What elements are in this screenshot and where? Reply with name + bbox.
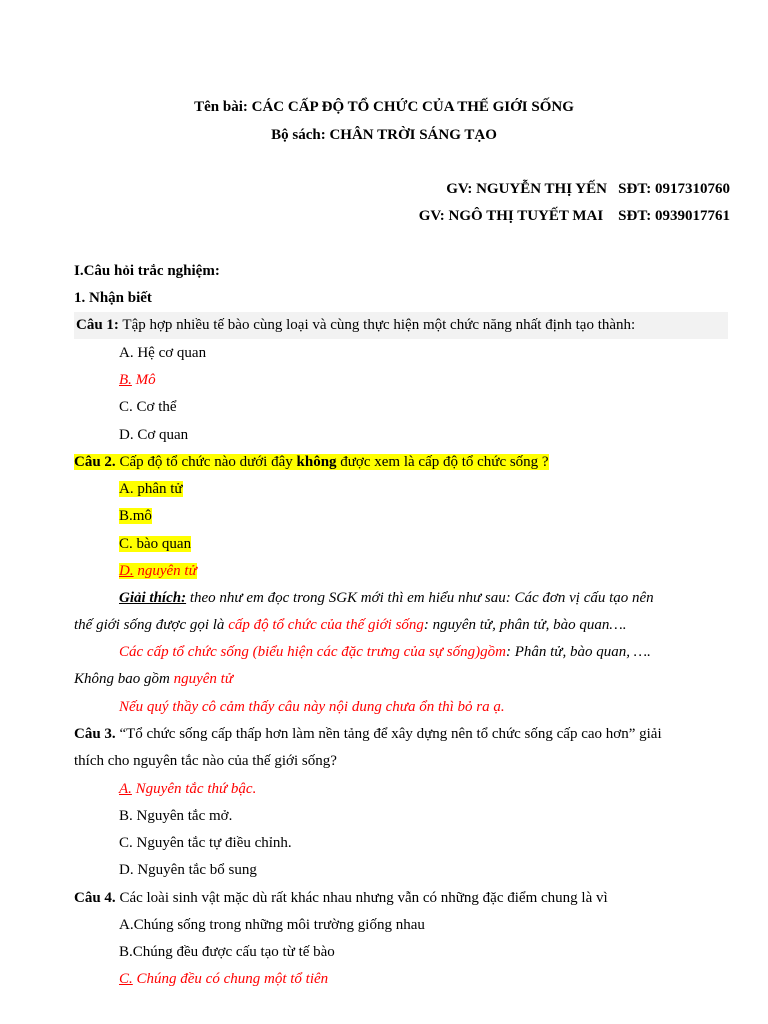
explanation-text-2-pre: thế giới sống được gọi là xyxy=(74,617,229,633)
q4-option-c-letter: C. xyxy=(119,971,133,987)
explanation-note: Nếu quý thầy cô cảm thấy câu này nội dung chưa ổn thì bỏ ra ạ. xyxy=(119,699,505,715)
q1-option-d: D. Cơ quan xyxy=(119,427,189,443)
question-1-label: Câu 1: xyxy=(76,317,119,333)
q3-option-d: D. Nguyên tắc bổ sung xyxy=(119,862,257,878)
question-3-line-2: thích cho nguyên tắc nào của thế giới sống? xyxy=(74,753,337,769)
explanation-text-3-post: : Phân tử, bào quan, …. xyxy=(505,644,651,660)
teacher-1: GV: NGUYỄN THỊ YẾN SĐT: 0917310760 xyxy=(446,181,730,197)
question-4-text: Các loài sinh vật mặc dù rất khác nhau nhưng vẫn có những đặc điểm chung là vì xyxy=(115,890,608,906)
teacher-2: GV: NGÔ THỊ TUYẾT MAI SĐT: 0939017761 xyxy=(418,208,730,224)
question-2-text-bold: không xyxy=(296,454,337,470)
question-1-text: Tập hợp nhiều tế bào cùng loại và cùng thực hiện một chức năng nhất định tạo thành: xyxy=(118,317,636,333)
q3-option-a-letter: A. xyxy=(119,781,132,797)
explanation-line-1 xyxy=(119,585,730,612)
explanation-text-3-red: Các cấp tổ chức sống (biểu hiện các đặc trưng của sự sống)gồm xyxy=(119,644,506,660)
question-4-label: Câu 4. xyxy=(74,890,116,906)
question-3-text-1: “Tổ chức sống cấp thấp hơn làm nền tảng để xây dựng nên tổ chức sống cấp cao hơn” giải xyxy=(115,726,662,742)
q2-option-d-text: nguyên tử xyxy=(133,563,197,579)
question-4 xyxy=(74,885,730,912)
q2-option-c-text: C. bào quan xyxy=(119,536,192,552)
lesson-title-label: Tên bài: xyxy=(194,99,252,115)
question-3-label: Câu 3. xyxy=(74,726,116,742)
section-heading: I.Câu hỏi trắc nghiệm: xyxy=(74,263,220,279)
question-2-label: Câu 2. xyxy=(74,454,116,470)
q4-option-c xyxy=(119,966,730,993)
explanation-text-1: theo như em đọc trong SGK mới thì em hiểu như sau: Các đơn vị cấu tạo nên xyxy=(186,590,654,606)
lesson-title-value: CÁC CẤP ĐỘ TỔ CHỨC CỦA THẾ GIỚI SỐNG xyxy=(251,99,574,115)
q3-option-a xyxy=(119,776,730,803)
q2-option-b xyxy=(119,503,730,530)
explanation-text-2-red: cấp độ tổ chức của thế giới sống xyxy=(228,617,424,633)
q2-option-d-letter: D. xyxy=(119,563,134,579)
q2-option-b-text: B.mô xyxy=(119,508,152,524)
question-2-text-pre: Cấp độ tổ chức nào dưới đây xyxy=(115,454,297,470)
q1-option-b-letter: B. xyxy=(119,372,132,388)
q3-option-c: C. Nguyên tắc tự điều chỉnh. xyxy=(119,835,292,851)
q1-option-c: C. Cơ thể xyxy=(119,399,177,415)
q4-option-a: A.Chúng sống trong những môi trường giống nhau xyxy=(119,917,425,933)
question-3-line-1 xyxy=(74,721,730,748)
q3-option-b: B. Nguyên tắc mở. xyxy=(119,808,233,824)
q2-option-d xyxy=(119,558,730,585)
book-label: Bộ sách: xyxy=(271,127,330,143)
explanation-line-2 xyxy=(74,612,730,639)
question-1 xyxy=(74,312,728,339)
q2-option-a-text: A. phân tử xyxy=(119,481,183,497)
q3-option-a-text: Nguyên tắc thứ bậc. xyxy=(131,781,257,797)
q1-option-b-text: Mô xyxy=(131,372,156,388)
q1-option-a: A. Hệ cơ quan xyxy=(119,345,207,361)
explanation-text-2-post: : nguyên tử, phân tử, bào quan…. xyxy=(423,617,627,633)
q1-option-b xyxy=(119,367,730,394)
q4-option-b: B.Chúng đều được cấu tạo từ tế bào xyxy=(119,944,335,960)
explanation-label: Giải thích: xyxy=(119,590,187,606)
explanation-text-4-red: nguyên tử xyxy=(173,671,234,687)
q2-option-c xyxy=(119,531,730,558)
question-2 xyxy=(74,449,730,476)
book-value: CHÂN TRỜI SÁNG TẠO xyxy=(329,127,497,143)
explanation-line-3 xyxy=(119,639,730,666)
q4-option-c-text: Chúng đều có chung một tổ tiên xyxy=(132,971,329,987)
book-series xyxy=(0,122,768,149)
question-2-text-post: được xem là cấp độ tổ chức sống ? xyxy=(336,454,549,470)
q2-option-a xyxy=(119,476,730,503)
lesson-title xyxy=(0,94,768,121)
subsection-heading: 1. Nhận biết xyxy=(74,290,152,306)
explanation-text-4-pre: Không bao gồm xyxy=(74,671,174,687)
explanation-line-4 xyxy=(74,666,730,693)
